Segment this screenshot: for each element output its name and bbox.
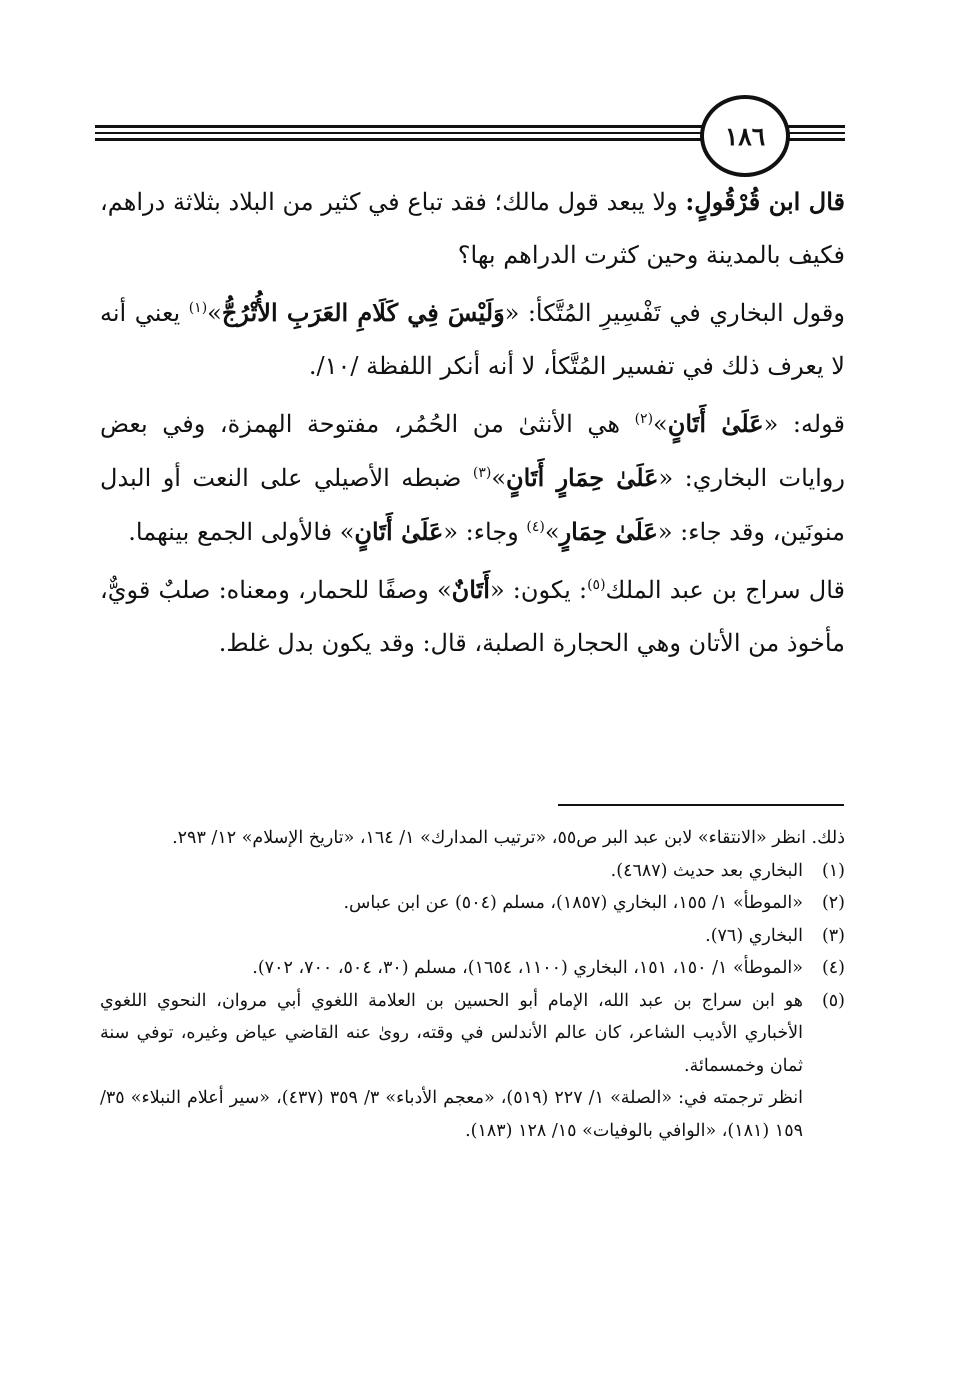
footnote-number: (٣) — [821, 925, 845, 946]
footnote-text: «الموطأ» ١/ ١٥٥، البخاري (١٨٥٧)، مسلم (٥٠٤) عن ابن عباس. — [343, 893, 803, 913]
paragraph-text: وقول البخاري في تَفْسِيرِ المُتَّكأ: « — [504, 299, 845, 327]
footnote-ref: (٤) — [526, 519, 545, 535]
footnote-text: «الموطأ» ١/ ١٥٠، ١٥١، البخاري (١١٠٠، ١٦٥٤)، مسلم (٣٠، ٥٠٤، ٧٠٠، ٧٠٢). — [252, 958, 803, 978]
footnote-item — [100, 855, 845, 888]
footnote-continuation: ذلك. انظر «الانتقاء» لابن عبد البر ص٥٥، «ترتيب المدارك» ١/ ١٦٤، «تاريخ الإسلام» ١٢/ ٢٩٣. — [172, 828, 845, 848]
hadith-quote: أَتَانٌ — [451, 575, 490, 604]
footnote-ref: (٥) — [587, 577, 606, 593]
footnote-item — [100, 952, 845, 985]
footnote-text: البخاري (٧٦). — [705, 925, 803, 946]
paragraph-text: ولا يبعد قول مالك؛ فقد تباع في كثير من البلاد بثلاثة دراهم، فكيف بالمدينة وحين كثرت الدراهم بها؟ — [100, 188, 845, 269]
paragraph-lead: قال ابن قُرْقُولٍ: — [685, 187, 845, 216]
hadith-quote: وَلَيْسَ فِي كَلَامِ العَرَبِ الأُتْرُجُّ — [221, 298, 505, 327]
hadith-quote: عَلَىٰ أَتَانٍ — [354, 517, 444, 546]
footnote-separator — [558, 804, 844, 806]
footnote-ref: (٢) — [634, 411, 654, 427]
footnote-ref: (٣) — [472, 465, 492, 481]
page-number: ١٨٦ — [724, 121, 766, 151]
footnote-number: (٢) — [821, 893, 845, 913]
footnotes — [100, 822, 845, 1147]
hadith-quote: عَلَىٰ حِمَارٍ — [559, 517, 658, 546]
page-number-badge — [700, 95, 790, 177]
paragraph-text: : يكون: « — [489, 576, 588, 604]
paragraph-2 — [100, 286, 845, 393]
paragraph-text: » فالأولى الجمع بينهما. — [128, 518, 355, 546]
paragraph-text: قال سراج بن عبد الملك — [605, 576, 845, 604]
footnote-item — [100, 985, 845, 1148]
paragraph-text: وجاء: « — [443, 518, 527, 546]
hadith-quote: عَلَىٰ حِمَارٍ أَتَانٍ — [506, 463, 659, 492]
footnote-number: (٤) — [821, 958, 845, 978]
footnote-number: (١) — [821, 860, 845, 881]
footnote-text — [100, 985, 803, 1148]
footnote-text-body: هو ابن سراج بن عبد الله، الإمام أبو الحسين بن العلامة اللغوي أبي مروان، النحوي اللغوي الأخباري الأديب الشاعر، كان عالم الأندلس في وقته، روىٰ عنه القاضي عياض وغيره، توفي سنة ثمان وخمسمائة. — [100, 990, 803, 1076]
footnote-item — [100, 920, 845, 953]
paragraph-1 — [100, 175, 845, 282]
footnote-number: (٥) — [821, 990, 845, 1011]
paragraph-text: قوله: « — [763, 410, 845, 438]
footnote-text: البخاري بعد حديث (٤٦٨٧). — [610, 860, 803, 881]
paragraph-text: ضبطه الأصيلي على النعت أو البدل منونَين، وقد جاء: « — [100, 464, 845, 546]
paragraph-text: يعني أنه لا يعرف ذلك في تفسير المُتَّكأ، لا أنه أنكر اللفظة /١٠/. — [100, 299, 845, 380]
quote-mark: » — [653, 410, 668, 438]
quote-mark: » — [207, 299, 222, 327]
main-text — [100, 175, 845, 674]
paragraph-3 — [100, 397, 845, 559]
quote-mark: » — [491, 464, 507, 492]
footnote-tail: انظر ترجمته في: «الصلة» ١/ ٢٢٧ (٥١٩)، «معجم الأدباء» ٣/ ٣٥٩ (٤٣٧)، «سير أعلام النبلاء» ٣٥/ ١٥٩ (١٨١)، «الوافي بالوفيات» ١٥/ ١٢٨ (١٨٣). — [100, 1088, 804, 1141]
footnote-item — [100, 887, 845, 920]
footnote-ref: (١) — [188, 300, 208, 316]
page-header — [95, 95, 845, 185]
quote-mark: » — [544, 518, 560, 546]
paragraph-text: هي الأنثىٰ من الحُمُر، مفتوحة الهمزة، وفي بعض روايات البخاري: « — [100, 410, 845, 492]
hadith-quote: عَلَىٰ أَتَانٍ — [667, 409, 764, 438]
paragraph-text: » وصفًا للحمار، ومعناه: صلبٌ قويٌّ، مأخوذ من الأتان وهي الحجارة الصلبة، قال: وقد يكون بدل غلط. — [100, 576, 845, 657]
paragraph-4 — [100, 563, 845, 670]
